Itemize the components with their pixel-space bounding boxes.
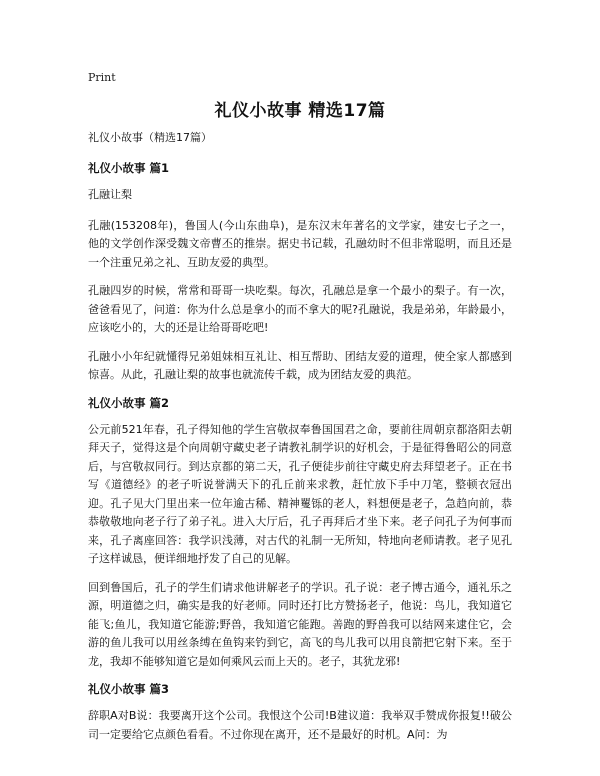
section-heading: 礼仪小故事 篇3 (88, 682, 170, 696)
document-subtitle: 礼仪小故事（精选17篇） (88, 131, 212, 144)
paragraph: 孔融四岁的时候，常常和哥哥一块吃梨。每次，孔融总是拿一个最小的梨子。有一次，爸爸看见了，问道：你为什么总是拿小的而不拿大的呢?孔融说，我是弟弟，年龄最小，应该吃小的，大的还是让给哥哥吃吧! (88, 284, 512, 334)
page-title: 礼仪小故事 精选17篇 (214, 101, 386, 121)
paragraph: 回到鲁国后，孔子的学生们请求他讲解老子的学识。孔子说：老子博古通今，通礼乐之源，明道德之归，确实是我的好老师。同时还打比方赞扬老子，他说：鸟儿，我知道它能飞;鱼儿，我知道它能游;野兽，我知道它能跑。善跑的野兽我可以结网来逮住它，会游的鱼儿我可以用丝条缚在鱼钩来钓到它，高飞的鸟儿我可以用良箭把它射下来。至于龙，我却不能够知道它是如何乘风云而上天的。老子，其犹龙邪! (88, 580, 512, 668)
paragraph: 公元前521年春，孔子得知他的学生宫敬叔奉鲁国国君之命，要前往周朝京都洛阳去朝拜天子，觉得这是个向周朝守藏史老子请教礼制学识的好机会，于是征得鲁昭公的同意后，与宫敬叔同行。到达京都的第二天，孔子便徒步前往守藏史府去拜望老子。正在书写《道德经》的老子听说誉满天下的孔丘前来求教，赶忙放下手中刀笔，整顿衣冠出迎。孔子见大门里出来一位年逾古稀、精神矍铄的老人，料想便是老子，急趋向前，恭恭敬敬地向老子行了弟子礼。进入大厅后，孔子再拜后才坐下来。老子问孔子为何事而来，孔子离座回答：我学识浅薄，对古代的礼制一无所知，特地向老师请教。老子见孔子这样诚恳，便详细地抒发了自己的见解。 (88, 422, 512, 565)
section-heading: 礼仪小故事 篇1 (88, 161, 170, 175)
paragraph: 孔融让梨 (88, 188, 132, 201)
paragraph: 辞职A对B说：我要离开这个公司。我恨这个公司!B建议道：我举双手赞成你报复!!破公司一定要给它点颜色看看。不过你现在离开，还不是最好的时机。A问：为 (88, 709, 512, 741)
print-label[interactable]: Print (88, 71, 116, 84)
paragraph: 孔融(153208年)，鲁国人(今山东曲阜)，是东汉末年著名的文学家，建安七子之一， 他的文学创作深受魏文帝曹丕的推崇。据史书记载，孔融幼时不但非常聪明，而且还是一个注重兄弟之礼、互助友爱的典型。 (88, 218, 512, 269)
section-heading: 礼仪小故事 篇2 (88, 395, 170, 410)
paragraph: 孔融小小年纪就懂得兄弟姐妹相互礼让、相互帮助、团结友爱的道理，使全家人都感到惊喜。从此，孔融让梨的故事也就流传千载，成为团结友爱的典范。 (88, 349, 512, 381)
document-body (88, 130, 512, 754)
